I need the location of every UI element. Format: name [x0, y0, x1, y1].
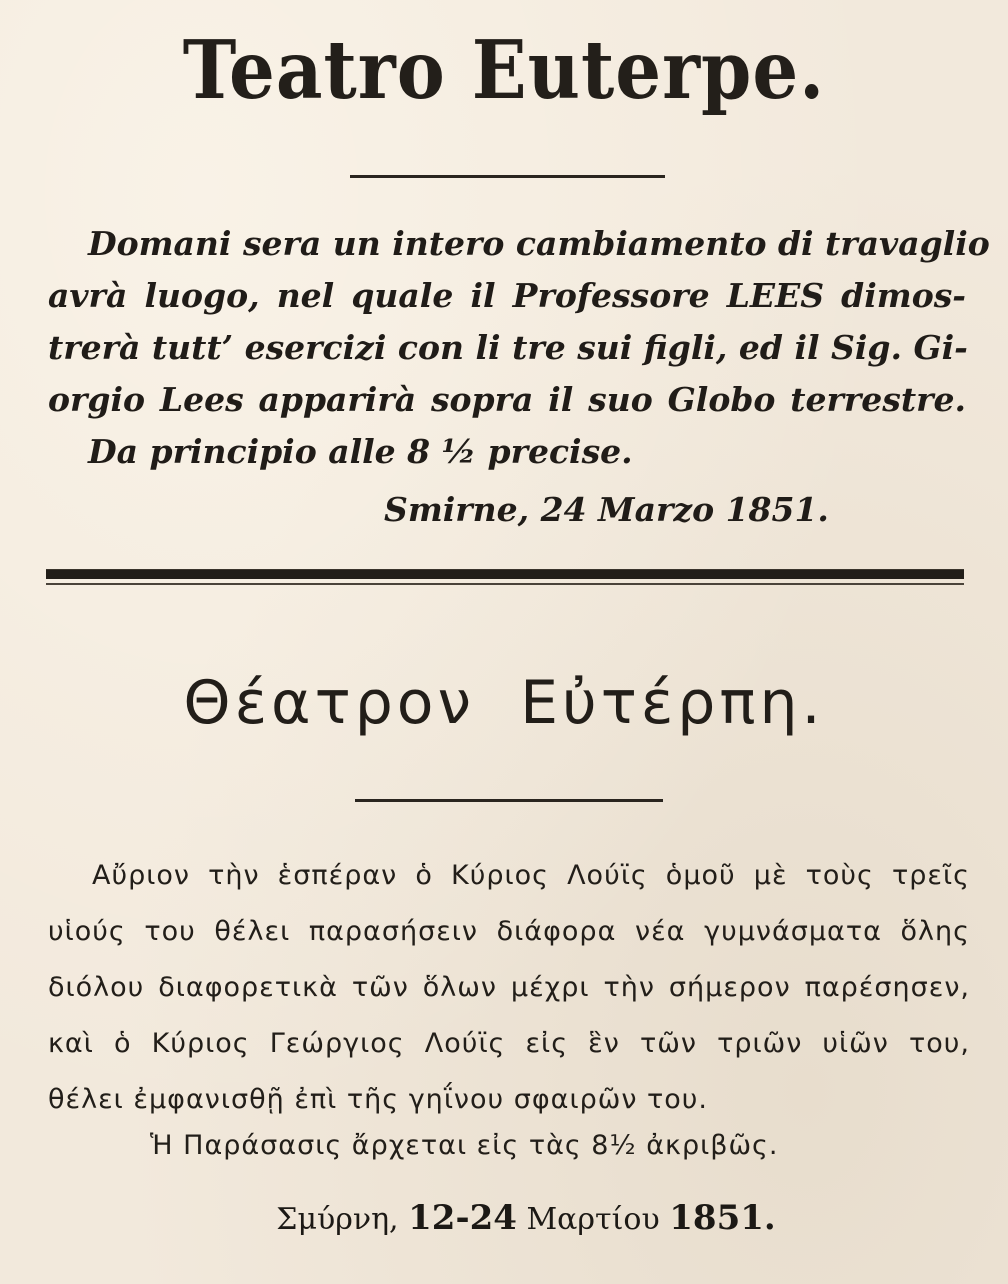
section-divider-thin: [46, 583, 964, 585]
italian-title-rule: [350, 175, 665, 178]
greek-start-time: Ἡ Παράσασις ἄρχεται εἰς τὰς 8½ ἀκριβῶς.: [150, 1130, 779, 1161]
greek-announcement: [48, 848, 970, 1128]
italian-line: Domani sera un intero cambiamento di travaglio: [88, 224, 990, 263]
greek-line: Αὔριον τὴν ἑσπέραν ὁ Κύριος Λούϊς ὁμοῦ μὲ τοὺς τρεῖς: [92, 860, 970, 891]
italian-line: orgio Lees apparirà sopra il suo Globo terrestre.: [48, 380, 966, 419]
greek-date: [0, 1198, 1008, 1238]
greek-title-rule: [355, 799, 663, 802]
italian-line: avrà luogo, nel quale il Professore LEES dimos-: [48, 276, 966, 315]
italian-announcement: [48, 218, 990, 478]
greek-line: διόλου διαφορετικὰ τῶν ὅλων μέχρι τὴν σήμερον παρέσησεν,: [48, 972, 970, 1003]
greek-line: θέλει ἐμφανισθῇ ἐπὶ τῆς γηΐνου σφαιρῶν του.: [48, 1084, 708, 1115]
section-divider: [46, 569, 964, 579]
greek-line: καὶ ὁ Κύριος Γεώργιος Λούϊς εἰς ἓν τῶν τριῶν υἱῶν του,: [48, 1028, 970, 1059]
greek-title: Θέατρον Εὐτέρπη.: [183, 668, 825, 738]
greek-line: υἱούς του θέλει παρασήσειν διάφορα νέα γυμνάσματα ὅλης: [48, 916, 970, 947]
italian-line: trerà tutt’ esercizi con li tre sui figli, ed il Sig. Gi-: [48, 328, 968, 367]
italian-title: Teatro Euterpe.: [182, 22, 826, 118]
greek-date-city: Σμύρνη,: [276, 1202, 399, 1237]
italian-date: Smirne, 24 Marzo 1851.: [384, 490, 829, 529]
greek-date-year: 1851.: [669, 1198, 776, 1238]
greek-date-month: Μαρτίου: [526, 1202, 660, 1237]
italian-line: Da principio alle 8 ½ precise.: [88, 432, 633, 471]
greek-date-days: 12-24: [408, 1198, 517, 1238]
